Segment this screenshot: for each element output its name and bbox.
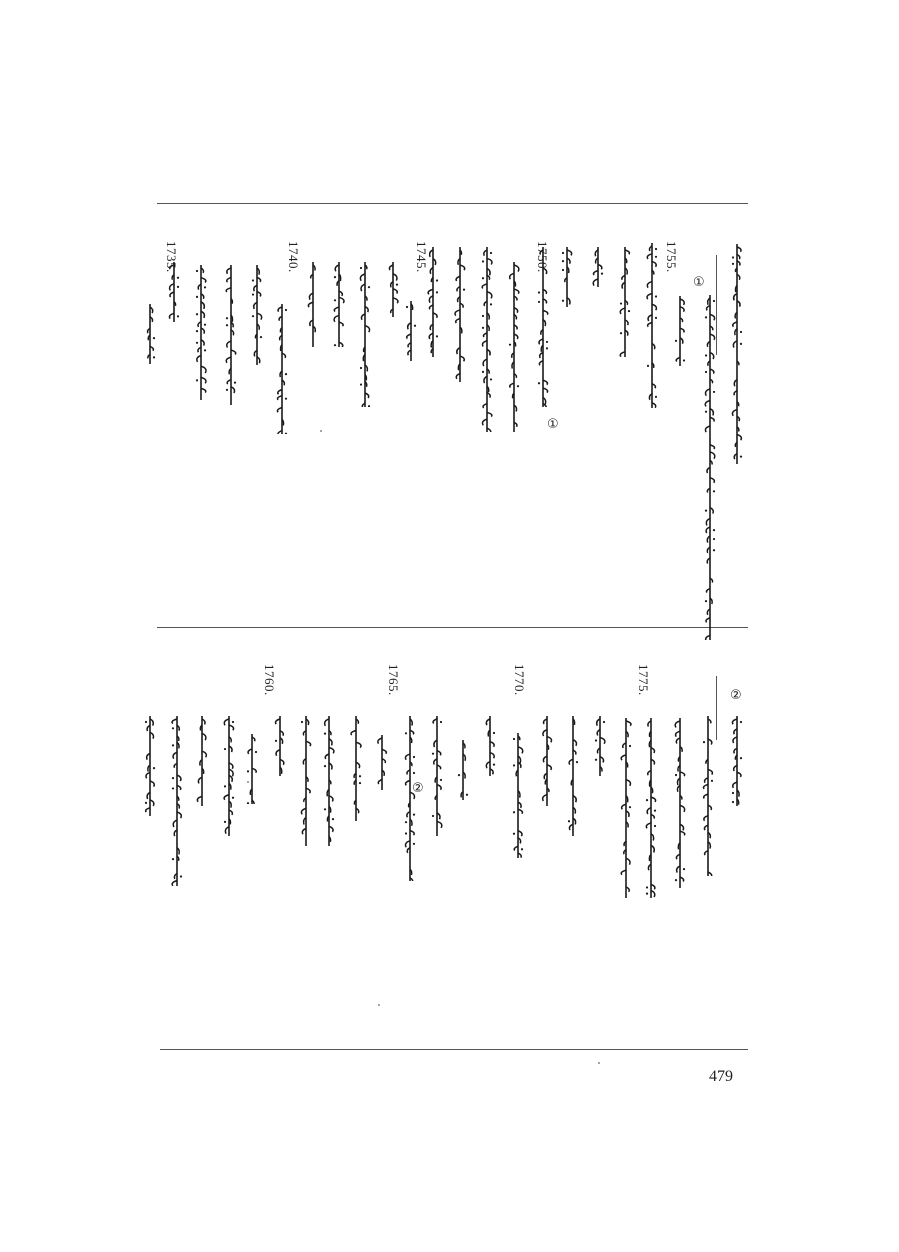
script-glyphs	[672, 296, 688, 366]
script-glyphs	[729, 716, 745, 806]
script-dot	[247, 770, 249, 772]
script-dot	[301, 721, 303, 723]
script-dot	[405, 821, 407, 823]
script-dot	[562, 300, 564, 302]
speck	[598, 1062, 600, 1064]
script-dot	[513, 811, 515, 813]
script-dot	[705, 371, 707, 373]
script-dot	[538, 301, 540, 303]
script-dot	[275, 740, 277, 742]
footnote-marker: ①	[693, 275, 705, 290]
script-dot	[628, 310, 630, 312]
script-glyphs	[166, 262, 182, 322]
mongolian-script-line	[452, 247, 468, 382]
script-dot	[482, 327, 484, 329]
script-dot	[204, 324, 206, 326]
line-number: 1760.	[262, 664, 277, 696]
script-glyphs	[385, 262, 401, 317]
script-dot	[620, 302, 622, 304]
script-glyphs	[559, 247, 575, 307]
mongolian-script-line	[321, 716, 337, 846]
script-glyphs	[729, 244, 745, 464]
script-dot	[359, 775, 361, 777]
mongolian-script-line	[565, 716, 581, 836]
script-glyphs	[429, 716, 445, 836]
script-dot	[493, 732, 495, 734]
script-dot	[647, 365, 649, 367]
script-dot	[466, 794, 468, 796]
script-dot	[740, 757, 742, 759]
mongolian-script-line	[348, 716, 364, 821]
script-dot	[490, 252, 492, 254]
script-dot	[406, 306, 408, 308]
script-dot	[285, 398, 287, 400]
script-dot	[705, 354, 707, 356]
mongolian-script-line	[193, 265, 209, 400]
script-dot	[285, 433, 287, 434]
mongolian-script-line	[249, 265, 265, 365]
mongolian-script-line	[644, 243, 660, 408]
script-dot	[368, 405, 370, 407]
script-dot	[732, 801, 734, 803]
script-dot	[629, 745, 631, 747]
script-dot	[153, 767, 155, 769]
script-dot	[196, 379, 198, 381]
script-dot	[711, 780, 713, 782]
script-dot	[732, 263, 734, 265]
script-dot	[232, 797, 234, 799]
script-dot	[646, 893, 648, 895]
mongolian-script-line	[455, 740, 471, 800]
script-dot	[675, 774, 677, 776]
script-dot	[562, 252, 564, 254]
script-dot	[196, 296, 198, 298]
inline-footnote-marker: ②	[412, 781, 424, 796]
script-dot	[334, 299, 336, 301]
script-dot	[172, 787, 174, 789]
script-dot	[440, 779, 442, 781]
script-glyphs	[565, 716, 581, 836]
script-dot	[440, 721, 442, 723]
line-number: 1775.	[636, 664, 651, 696]
script-glyphs	[305, 262, 321, 347]
script-dot	[145, 802, 147, 804]
mongolian-script-line	[244, 734, 260, 804]
mongolian-script-line	[559, 247, 575, 307]
script-glyphs	[223, 265, 239, 405]
script-glyphs	[672, 718, 688, 888]
script-dot	[172, 727, 174, 729]
script-dot	[436, 335, 438, 337]
mongolian-script-line	[592, 716, 608, 776]
script-dot	[204, 286, 206, 288]
mongolian-script-line	[510, 733, 526, 858]
script-glyphs	[142, 304, 158, 364]
script-dot	[172, 858, 174, 860]
mongolian-script-line	[700, 716, 716, 876]
mongolian-script-line	[374, 735, 390, 790]
line-number: 1735.	[164, 241, 179, 273]
mongolian-script-line	[425, 247, 441, 357]
script-dot	[436, 279, 438, 281]
script-dot	[646, 799, 648, 801]
script-dot	[513, 764, 515, 766]
script-dot	[595, 739, 597, 741]
script-glyphs	[539, 716, 555, 806]
script-dot	[413, 843, 415, 845]
script-dot	[360, 267, 362, 269]
script-dot	[252, 279, 254, 281]
script-glyphs	[272, 716, 288, 776]
mongolian-script-line	[305, 262, 321, 347]
script-glyphs	[142, 716, 158, 816]
script-dot	[177, 286, 179, 288]
line-number: 1745.	[414, 241, 429, 273]
mongolian-script-line	[272, 716, 288, 776]
script-glyphs	[331, 262, 347, 347]
script-glyphs	[374, 735, 390, 790]
script-dot	[432, 753, 434, 755]
script-dot	[732, 256, 734, 258]
mongolian-script-line	[402, 716, 418, 881]
mongolian-script-line	[142, 716, 158, 816]
script-dot	[224, 821, 226, 823]
script-dot	[546, 341, 548, 343]
middle-rule	[157, 627, 748, 628]
script-dot	[226, 389, 228, 391]
script-dot	[285, 373, 287, 375]
mongolian-script-line	[618, 718, 634, 898]
script-dot	[172, 777, 174, 779]
script-dot	[413, 756, 415, 758]
script-dot	[177, 277, 179, 279]
speck	[378, 1004, 380, 1006]
script-dot	[493, 764, 495, 766]
script-dot	[436, 291, 438, 293]
script-dot	[595, 759, 597, 761]
script-glyphs	[643, 718, 659, 898]
script-glyphs	[169, 716, 185, 886]
script-dot	[713, 529, 715, 531]
script-dot	[396, 284, 398, 286]
script-glyphs	[700, 716, 716, 876]
script-dot	[252, 315, 254, 317]
script-dot	[153, 356, 155, 358]
mongolian-script-line	[643, 718, 659, 898]
script-dot	[620, 332, 622, 334]
script-dot	[732, 792, 734, 794]
script-dot	[713, 549, 715, 551]
mongolian-script-line	[672, 718, 688, 888]
script-glyphs	[452, 247, 468, 382]
script-glyphs	[244, 734, 260, 804]
script-dot	[517, 385, 519, 387]
script-dot	[482, 315, 484, 317]
script-dot	[705, 411, 707, 413]
script-glyphs	[590, 247, 606, 287]
mongolian-script-line	[590, 247, 606, 287]
script-dot	[655, 396, 657, 398]
script-dot	[360, 383, 362, 385]
script-dot	[538, 291, 540, 293]
script-dot	[368, 286, 370, 288]
script-dot	[224, 785, 226, 787]
script-dot	[683, 359, 685, 361]
script-dot	[196, 330, 198, 332]
script-dot	[360, 367, 362, 369]
script-glyphs	[193, 265, 209, 400]
line-number: 1740.	[286, 241, 301, 273]
footnote-marker: ②	[730, 688, 742, 703]
line-number: 1765.	[386, 664, 401, 696]
bottom-rule	[160, 1049, 748, 1050]
script-dot	[226, 324, 228, 326]
script-glyphs	[618, 718, 634, 898]
footnote-separator-lower	[716, 676, 717, 740]
mongolian-script-line	[429, 716, 445, 836]
mongolian-script-line	[385, 262, 401, 317]
mongolian-script-line	[729, 716, 745, 806]
script-glyphs	[274, 304, 290, 434]
script-dot	[576, 761, 578, 763]
script-glyphs	[221, 716, 237, 836]
script-dot	[654, 810, 656, 812]
script-dot	[705, 600, 707, 602]
mongolian-script-line	[729, 244, 745, 464]
script-dot	[324, 733, 326, 735]
mongolian-script-line	[506, 262, 522, 432]
script-dot	[490, 378, 492, 380]
script-dot	[153, 337, 155, 339]
script-dot	[226, 317, 228, 319]
script-dot	[538, 382, 540, 384]
script-dot	[675, 340, 677, 342]
script-dot	[177, 315, 179, 317]
mongolian-script-line	[672, 296, 688, 366]
mongolian-script-line	[274, 304, 290, 434]
script-dot	[740, 721, 742, 723]
script-dot	[234, 382, 236, 384]
script-dot	[463, 289, 465, 291]
script-dot	[562, 269, 564, 271]
script-dot	[562, 260, 564, 262]
script-dot	[255, 751, 257, 753]
script-glyphs	[403, 301, 419, 361]
script-dot	[172, 744, 174, 746]
mongolian-script-line	[331, 262, 347, 347]
mongolian-script-line	[166, 262, 182, 322]
script-dot	[260, 336, 262, 338]
script-dot	[482, 260, 484, 262]
script-dot	[285, 309, 287, 311]
script-dot	[145, 721, 147, 723]
script-dot	[482, 371, 484, 373]
mongolian-script-line	[221, 716, 237, 836]
script-dot	[196, 342, 198, 344]
script-dot	[334, 344, 336, 346]
script-glyphs	[702, 295, 718, 640]
script-glyphs	[402, 716, 418, 881]
script-dot	[705, 316, 707, 318]
script-dot	[196, 313, 198, 315]
mongolian-script-line	[482, 716, 498, 776]
script-glyphs	[455, 740, 471, 800]
script-glyphs	[425, 247, 441, 357]
script-glyphs	[617, 247, 633, 357]
script-dot	[490, 303, 492, 305]
script-dot	[432, 815, 434, 817]
script-dot	[683, 868, 685, 870]
script-dot	[629, 806, 631, 808]
script-dot	[513, 738, 515, 740]
script-dot	[414, 325, 416, 327]
script-dot	[332, 818, 334, 820]
script-glyphs	[321, 716, 337, 846]
script-dot	[196, 270, 198, 272]
script-dot	[740, 331, 742, 333]
script-dot	[713, 300, 715, 302]
script-dot	[740, 456, 742, 458]
script-dot	[247, 802, 249, 804]
script-dot	[655, 256, 657, 258]
script-glyphs	[510, 733, 526, 858]
inline-footnote-marker: ①	[547, 417, 559, 432]
mongolian-script-line	[298, 716, 314, 846]
line-number: 1770.	[512, 664, 527, 696]
line-number: 1755.	[664, 241, 679, 273]
script-dot	[224, 748, 226, 750]
script-dot	[359, 782, 361, 784]
script-glyphs	[592, 716, 608, 776]
mongolian-script-line	[142, 304, 158, 364]
line-number: 1750.	[535, 241, 550, 273]
script-glyphs	[482, 716, 498, 776]
script-dot	[324, 808, 326, 810]
script-dot	[334, 276, 336, 278]
mongolian-script-line	[479, 247, 495, 432]
script-dot	[509, 344, 511, 346]
script-dot	[713, 490, 715, 492]
script-dot	[252, 293, 254, 295]
script-glyphs	[249, 265, 265, 365]
speck	[320, 430, 322, 432]
mongolian-script-line	[535, 247, 551, 407]
script-dot	[601, 273, 603, 275]
script-dot	[654, 825, 656, 827]
script-dot	[568, 820, 570, 822]
script-dot	[232, 721, 234, 723]
script-dot	[713, 538, 715, 540]
script-dot	[603, 721, 605, 723]
script-glyphs	[644, 243, 660, 408]
script-dot	[405, 732, 407, 734]
script-dot	[646, 886, 648, 888]
script-glyphs	[535, 247, 551, 407]
mongolian-script-line	[403, 301, 419, 361]
mongolian-script-line	[357, 262, 373, 407]
script-dot	[655, 317, 657, 319]
mongolian-script-line	[702, 295, 718, 640]
script-dot	[655, 295, 657, 297]
speck	[247, 781, 249, 783]
script-dot	[413, 814, 415, 816]
script-glyphs	[479, 247, 495, 432]
script-glyphs	[506, 262, 522, 432]
script-dot	[180, 875, 182, 877]
script-glyphs	[348, 716, 364, 821]
script-dot	[703, 741, 705, 743]
script-dot	[713, 391, 715, 393]
script-dot	[413, 772, 415, 774]
script-dot	[521, 848, 523, 850]
mongolian-script-line	[169, 716, 185, 886]
script-dot	[546, 347, 548, 349]
mongolian-script-line	[617, 247, 633, 357]
script-dot	[405, 832, 407, 834]
top-rule	[157, 203, 748, 204]
script-dot	[482, 277, 484, 279]
script-dot	[324, 765, 326, 767]
page-number: 479	[709, 1068, 733, 1085]
script-glyphs	[298, 716, 314, 846]
script-dot	[675, 879, 677, 881]
script-dot	[458, 774, 460, 776]
mongolian-script-line	[223, 265, 239, 405]
script-glyphs	[194, 716, 210, 806]
mongolian-script-line	[539, 716, 555, 806]
script-dot	[655, 248, 657, 250]
script-dot	[513, 833, 515, 835]
script-glyphs	[357, 262, 373, 407]
script-dot	[740, 343, 742, 345]
script-dot	[705, 510, 707, 512]
mongolian-script-line	[194, 716, 210, 806]
script-dot	[204, 349, 206, 351]
